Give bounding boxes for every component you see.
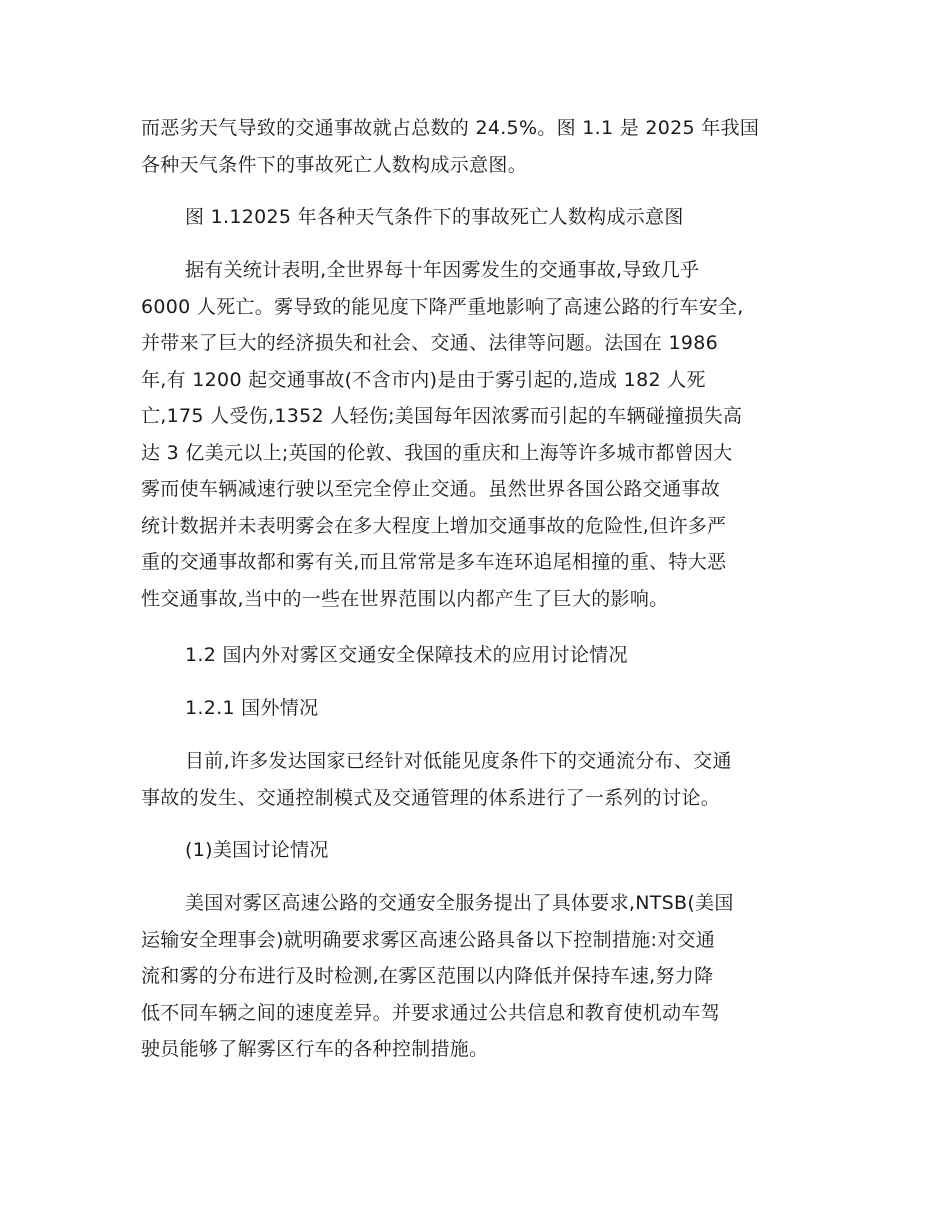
paragraph-usa-line: 低不同车辆之间的速度差异。并要求通过公共信息和教育使机动车驾 [141,1002,721,1024]
paragraph-stats-line: 统计数据并未表明雾会在多大程度上增加交通事故的危险性,但许多严 [141,515,727,537]
paragraph-stats-line: 重的交通事故都和雾有关,而且常常是多车连环追尾相撞的重、特大恶 [141,551,727,573]
paragraph-overview-line: 事故的发生、交通控制模式及交通管理的体系进行了一系列的讨论。 [141,787,721,809]
paragraph-stats-line: 并带来了巨大的经济损失和社会、交通、法律等问题。法国在 1986 [141,332,718,354]
paragraph-stats-line: 年,有 1200 起交通事故(不含市内)是由于雾引起的,造成 182 人死 [141,369,706,391]
paragraph-overview-line: 目前,许多发达国家已经针对低能见度条件下的交通流分布、交通 [185,750,732,772]
paragraph-stats-line: 6000 人死亡。雾导致的能见度下降严重地影响了高速公路的行车安全, [141,296,744,318]
paragraph-usa-line: 驶员能够了解雾区行车的各种控制措施。 [141,1038,489,1060]
paragraph-intro-line: 各种天气条件下的事故死亡人数构成示意图。 [141,154,528,176]
paragraph-stats-line: 雾而使车辆减速行驶以至完全停止交通。虽然世界各国公路交通事故 [141,478,721,500]
paragraph-usa-line: 流和雾的分布进行及时检测,在雾区范围以内降低并保持车速,努力降 [141,965,714,987]
item-heading: (1)美国讨论情况 [185,839,329,861]
paragraph-stats-line: 据有关统计表明,全世界每十年因雾发生的交通事故,导致几乎 [185,259,700,281]
figure-caption: 图 1.12025 年各种天气条件下的事故死亡人数构成示意图 [185,206,684,228]
paragraph-stats-line: 亡,175 人受伤,1352 人轻伤;美国每年因浓雾而引起的车辆碰撞损失高 [141,405,743,427]
paragraph-intro-line: 而恶劣天气导致的交通事故就占总数的 24.5%。图 1.1 是 2025 年我国 [141,117,760,139]
paragraph-usa-line: 美国对雾区高速公路的交通安全服务提出了具体要求,NTSB(美国 [185,892,734,914]
paragraph-stats-line: 达 3 亿美元以上;英国的伦敦、我国的重庆和上海等许多城市都曾因大 [141,442,733,464]
section-heading: 1.2 国内外对雾区交通安全保障技术的应用讨论情况 [185,644,628,666]
paragraph-usa-line: 运输安全理事会)就明确要求雾区高速公路具备以下控制措施:对交通 [141,929,716,951]
paragraph-stats-line: 性交通事故,当中的一些在世界范围以内都产生了巨大的影响。 [141,588,669,610]
subsection-heading: 1.2.1 国外情况 [185,697,319,719]
